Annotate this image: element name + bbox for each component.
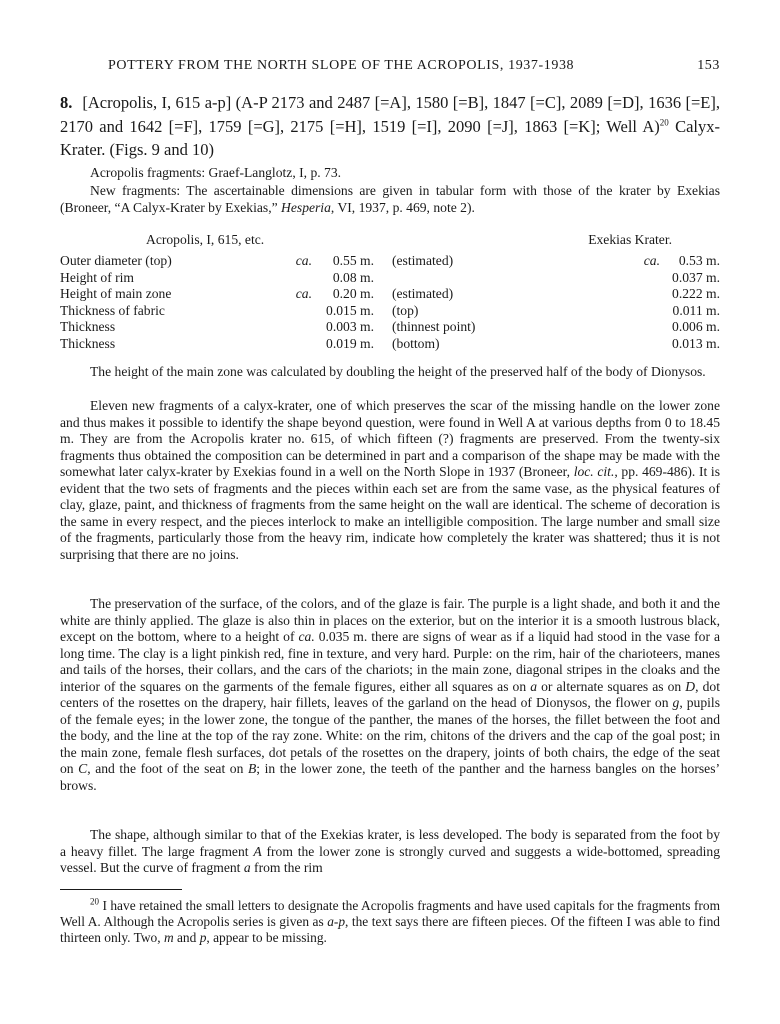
row-ca-acropolis: ca. (295, 286, 312, 301)
p4-text-a: The shape, although similar to that of the Exekias krater, is less developed. The body is separated from the foot by a heavy fillet. The large fragment (60, 827, 720, 859)
p3-letter-C: C (78, 761, 88, 776)
row-value-acropolis: 0.019 m. (326, 335, 374, 351)
entry-heading-text: [Acropolis, I, 615 a-p] (A-P 2173 and 2487 [=A], 1580 [=B], 1847 [=C], 2089 [=D], 1636 [=E], 2170 and 1642 [=F], 1759 [=G], 2175 [=H], 1519 [=I], 2090 [=J], 1863 [=K]; Well A) (60, 93, 720, 136)
row-note: (estimated) (392, 253, 454, 268)
journal-title: Hesperia (281, 199, 331, 215)
running-title: POTTERY FROM THE NORTH SLOPE OF THE ACROPOLIS, 1937-1938 (108, 58, 575, 73)
row-note: (bottom) (392, 335, 440, 351)
paragraph-shape (60, 827, 720, 877)
footnote-number: 20 (90, 896, 99, 907)
table-row (60, 270, 720, 287)
table-row (60, 319, 720, 336)
row-value-acropolis: 0.003 m. (326, 319, 374, 334)
p4-text-b: from the lower zone is strongly curved and suggests a wide-bottomed, spreading vessel. But the curve of fragment (60, 843, 720, 875)
row-value-exekias: 0.006 m. (672, 319, 720, 334)
paragraph-main-zone (60, 364, 720, 381)
footnote-ref[interactable]: 20 (659, 117, 669, 127)
p4-letter-A: A (253, 843, 262, 859)
footnote-text-a: I have retained the small letters to designate the Acropolis fragments and have used capitals for the fragments from Well A. Although the Acropolis series is given as (60, 898, 720, 930)
footnote-text-c: , appear to be missing. (206, 930, 327, 946)
row-label: Thickness (60, 335, 116, 351)
row-label: Outer diameter (top) (60, 253, 172, 268)
row-note: (top) (392, 302, 419, 318)
row-ca-exekias: ca. (643, 253, 660, 268)
footnote-letter-m: m (163, 930, 174, 946)
row-value-exekias: 0.53 m. (678, 253, 720, 268)
entry-number: 8. (60, 93, 73, 112)
table-row (60, 286, 720, 303)
fragments-line-text: Acropolis fragments: Graef-Langlotz, I, p. 73. (90, 165, 342, 180)
p3-letter-a: a (530, 678, 538, 694)
table-row (60, 253, 720, 270)
p3-text-3: or alternate squares as on (541, 678, 682, 694)
footnote-letter-p: p (199, 930, 207, 946)
p2-text-a: Eleven new fragments of a calyx-krater, one of which preserves the scar of the missing handle on the lower zone and thus makes it possible to identify the shape beyond question, were found in Well A at various depths from 0 to 18.45 m. They are from the Acropolis krater no. 615, of which fifteen (?) fragments are preserved. From the twenty-six fragments thus obtained the composition can be determined in part and a comparison of the shape may be made with the somewhat later calyx-krater by Exekias found in a well on the North Slope in 1937 (Broneer, (60, 398, 720, 479)
row-value-acropolis: 0.08 m. (332, 269, 374, 285)
row-note: (thinnest point) (392, 319, 476, 334)
p4-text-c: from the rim (254, 860, 323, 875)
p3-text-5: , pupils of the female eyes; in the lower zone, the tongue of the panther, the manes of the horses, the fillet between the foot and the body, and the line at the top of the ray zone. White: on the rim, chitons of the drivers and the cap of the goal post; in the main zone, female flesh surfaces, dot petals of the rosettes on the drapery, joints of both chairs, the edge of the seat on (60, 695, 720, 776)
row-label: Height of main zone (60, 286, 172, 301)
paragraph-new-fragments (60, 398, 720, 563)
row-label: Thickness of fabric (60, 302, 165, 318)
row-value-exekias: 0.037 m. (672, 269, 720, 285)
row-value-exekias: 0.222 m. (672, 286, 720, 301)
table-row (60, 336, 720, 353)
row-label: Thickness (60, 319, 116, 334)
table-header-exekias: Exekias Krater. (588, 232, 672, 247)
new-fragments-text-end: , VI, 1937, p. 469, note 2). (330, 199, 475, 215)
row-note: (estimated) (392, 286, 454, 301)
fragments-line (60, 165, 720, 182)
entry-heading (60, 91, 720, 162)
entry-heading-tail: Calyx-Krater. (Figs. 9 and 10) (60, 116, 720, 159)
page-number: 153 (697, 58, 720, 73)
paragraph-main-zone-text: The height of the main zone was calculated by doubling the height of the preserved half of the body of Dionysos. (90, 364, 706, 379)
row-value-acropolis: 0.20 m. (332, 286, 374, 301)
footnote (60, 898, 720, 947)
row-value-exekias: 0.013 m. (672, 335, 720, 351)
row-ca-acropolis: ca. (295, 253, 312, 268)
p4-letter-a: a (243, 860, 251, 875)
p3-letter-D: D (685, 678, 696, 694)
p3-text-6: , and the foot of the seat on (87, 761, 244, 776)
p3-ca: ca. (298, 629, 315, 644)
row-value-acropolis: 0.015 m. (326, 302, 374, 318)
table-header-acropolis: Acropolis, I, 615, etc. (146, 232, 265, 247)
table-row (60, 303, 720, 320)
footnote-and: and (176, 930, 197, 946)
p3-text-4: , dot centers of the rosettes on the drapery, hair fillets, leaves of the garland on the head of Dionysos, the flower on (60, 678, 720, 710)
loc-cit: loc. cit. (573, 464, 615, 479)
row-label: Height of rim (60, 269, 134, 285)
footnote-series: a-p (327, 914, 346, 930)
new-fragments-text: New fragments: The ascertainable dimensions are given in tabular form with those of the krater by Exekias (Broneer, “A Calyx-Krater by Exekias,” (60, 183, 720, 215)
footnote-text-b: , the text says there are fifteen pieces. Of the fifteen I was able to find thirteen only. Two, (60, 914, 720, 946)
new-fragments-paragraph (60, 183, 720, 216)
row-value-acropolis: 0.55 m. (332, 253, 374, 268)
row-value-exekias: 0.011 m. (672, 302, 720, 318)
p3-text-7: ; in the lower zone, the teeth of the panther and the harness bangles on the horses’ brows. (60, 761, 721, 793)
footnote-rule (60, 889, 182, 890)
paragraph-preservation (60, 596, 720, 794)
p3-text-2: 0.035 m. there are signs of wear as if a liquid had stood in the vase for a long time. The clay is a light pinkish red, fine in texture, and very hard. Purple: on the rim, hair of the charioteers, manes and tails of the horses, their collars, and the cars of the chariots; in the main zone, diagonal stripes in the cloaks and the interior of the squares on the garments of the female figures, either all squares as on (60, 629, 720, 694)
p2-text-b: , pp. 469-486). It is evident that the two sets of fragments and the pieces within each set are from the same vase, as the physical features of clay, glaze, paint, and thickness of fragments from the same height on the wall are identical. The scheme of decoration is the same in every respect, and the pieces interlock to make an intelligible composition. The large number and small size of the fragments, particularly those from the heavy rim, indicate how completely the krater was shattered; thus it is not surprising that there are no joins. (60, 464, 721, 562)
p3-letter-g: g (672, 695, 680, 710)
p3-text-1: The preservation of the surface, of the colors, and of the glaze is fair. The purple is a light shade, and both it and the white are thinly applied. The glaze is also thin in places on the exterior, but on the interior it is a smooth lustrous black, except on the bottom, where to a height of (60, 596, 720, 644)
p3-letter-B: B (247, 761, 257, 776)
